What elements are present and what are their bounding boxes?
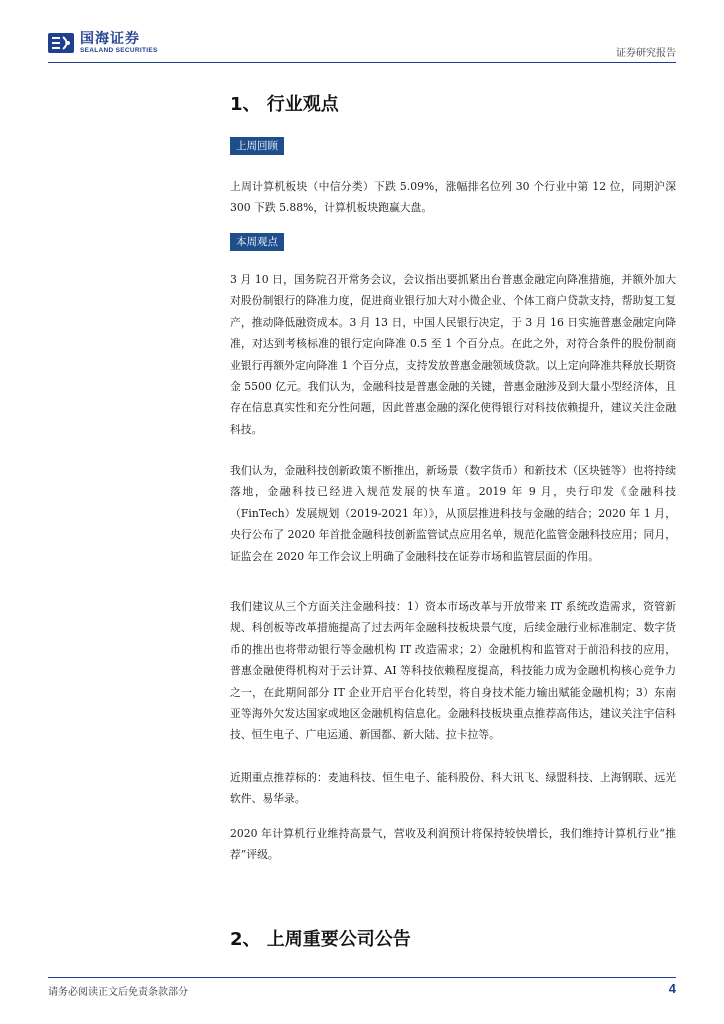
page-number: 4: [668, 981, 676, 996]
footer-divider: [48, 977, 676, 978]
tag-this-week-view: 本周观点: [230, 233, 284, 251]
paragraph-rating: 2020 年计算机行业维持高景气，营收及利润预计将保持较快增长，我们维持计算机行业“推荐”评级。: [230, 827, 676, 862]
paragraph-key-picks: 近期重点推荐标的：麦迪科技、恒生电子、能科股份、科大讯飞、绿盟科技、上海钢联、远光软件、易华录。: [230, 771, 676, 806]
header-divider: [48, 62, 676, 63]
logo-name-cn: 国海证券: [80, 31, 140, 47]
section-title-industry-view: 1、 行业观点: [230, 94, 339, 115]
page-header: [48, 28, 676, 62]
footer-disclaimer: 请务必阅读正文后免责条款部分: [48, 987, 188, 998]
logo-emblem-icon: [48, 32, 74, 54]
paragraph-recommendations: 我们建议从三个方面关注金融科技：1）资本市场改革与开放带来 IT 系统改造需求，资管新规、科创板等改革措施提高了过去两年金融科技板块景气度，后续金融行业标准制定、数字货币的推出也将带动银行等金融机构 IT 改造需求；2）金融机构和监管对于前沿科技的应用，普惠金融使得机构对于云计算、AI 等科技依赖程度提高，科技能力成为金融机构核心竞争力之一，在此期间部分 IT 企业开启平台化转型，将自身技术能力输出赋能金融机构；3）东南亚等海外欠发达国家或地区金融机构信息化。金融科技板块重点推荐高伟达，建议关注宇信科技、恒生电子、广电运通、新国都、新大陆、拉卡拉等。: [230, 600, 676, 742]
paragraph-policy: 3 月 10 日，国务院召开常务会议，会议指出要抓紧出台普惠金融定向降准措施，并额外加大对股份制银行的降准力度，促进商业银行加大对小微企业、个体工商户贷款支持，帮助复工复产，推动降低融资成本。3 月 13 日，中国人民银行决定，于 3 月 16 日实施普惠金融定向降准，对达到考核标准的银行定向降准 0.5 至 1 个百分点。在此之外，对符合条件的股份制商业银行再额外定向降准 1 个百分点，支持发放普惠金融领域贷款。以上定向降准共释放长期资金 5500 亿元。我们认为，金融科技是普惠金融的关键，普惠金融涉及到大量小型经济体，且存在信息真实性和充分性问题，因此普惠金融的深化使得银行对科技依赖提升，建议关注金融科技。: [230, 273, 676, 436]
logo-name-en: SEALAND SECURITIES: [80, 47, 158, 54]
paragraph-fintech-policy: 我们认为，金融科技创新政策不断推出，新场景（数字货币）和新技术（区块链等）也将持续落地，金融科技已经进入规范发展的快车道。2019 年 9 月，央行印发《金融科技（FinTech）发展规划（2019-2021 年）》，从顶层推进科技与金融的结合；2020 年 1 月，央行公布了 2020 年首批金融科技创新监管试点应用名单，规范化监管金融科技应用；同月，证监会在 2020 年工作会议上明确了金融科技在证券市场和监管层面的作用。: [230, 464, 676, 563]
tag-last-week-review: 上周回顾: [230, 137, 284, 155]
paragraph-review: 上周计算机板块（中信分类）下跌 5.09%，涨幅排名位列 30 个行业中第 12 位，同期沪深 300 下跌 5.88%，计算机板块跑赢大盘。: [230, 180, 676, 215]
section-title-announcements: 2、 上周重要公司公告: [230, 929, 411, 950]
document-type: 证券研究报告: [616, 48, 676, 59]
company-logo: [48, 32, 158, 55]
